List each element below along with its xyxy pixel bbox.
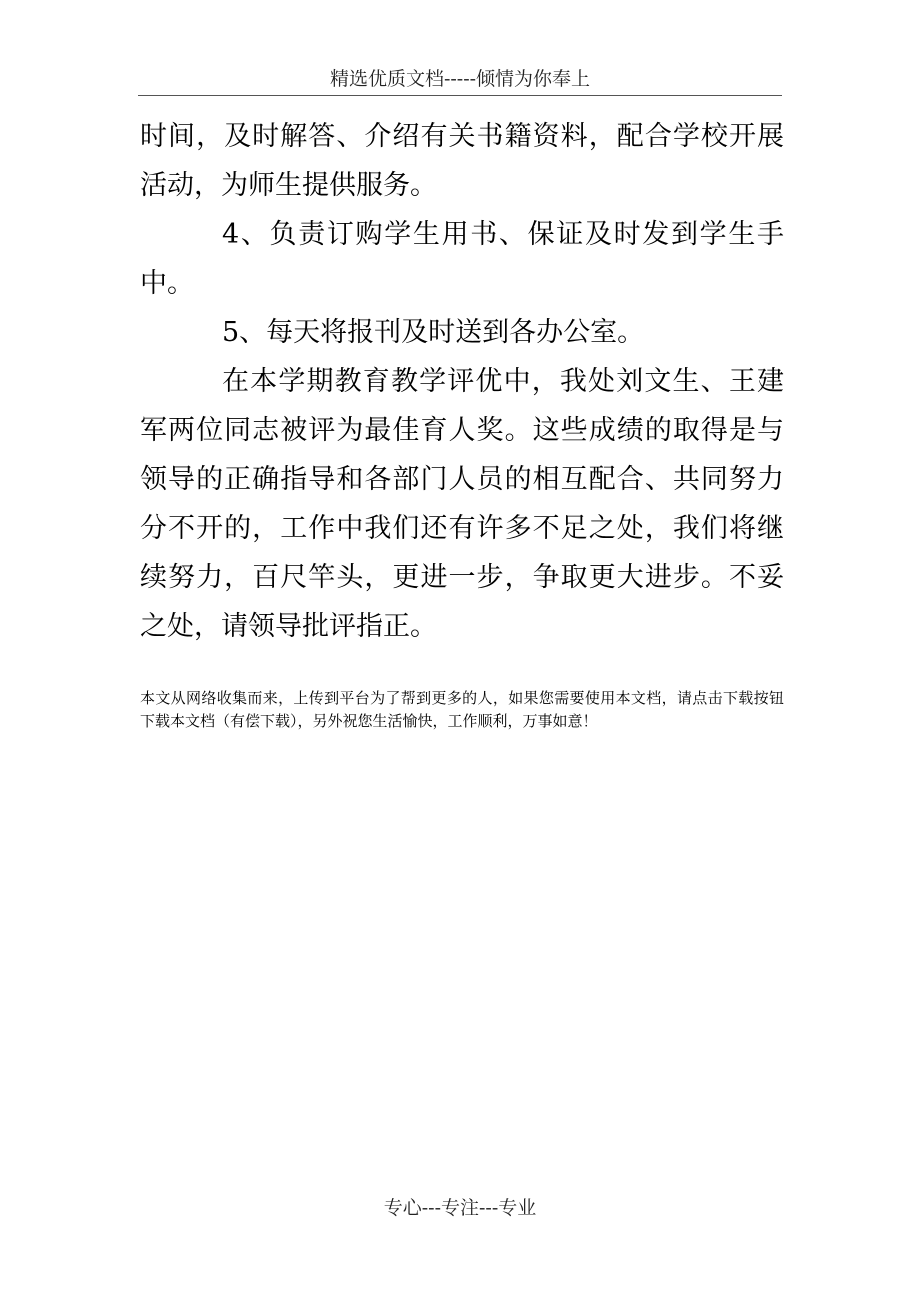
paragraph-continuation: 时间，及时解答、介绍有关书籍资料，配合学校开展活动，为师生提供服务。 xyxy=(140,121,784,201)
document-body xyxy=(140,112,784,651)
paragraph-item-5: 5、每天将报刊及时送到各办公室。 xyxy=(222,317,645,348)
paragraph-item-4: 4、负责订购学生用书、保证及时发到学生手中。 xyxy=(140,219,784,299)
header-divider xyxy=(138,95,782,96)
page-footer: 专心---专注---专业 xyxy=(383,1197,537,1219)
page-header: 精选优质文档-----倾情为你奉上 xyxy=(329,68,591,90)
paragraph-summary: 在本学期教育教学评优中，我处刘文生、王建军两位同志被评为最佳育人奖。这些成绩的取得是与领导的正确指导和各部门人员的相互配合、共同努力分不开的，工作中我们还有许多不足之处，我们将继续努力，百尺竿头，更进一步，争取更大进步。不妥之处，请领导批评指正。 xyxy=(140,366,784,642)
download-notice: 本文从网络收集而来，上传到平台为了帮到更多的人，如果您需要使用本文档，请点击下载按钮下载本文档（有偿下载），另外祝您生活愉快，工作顺利，万事如意！ xyxy=(140,689,784,730)
